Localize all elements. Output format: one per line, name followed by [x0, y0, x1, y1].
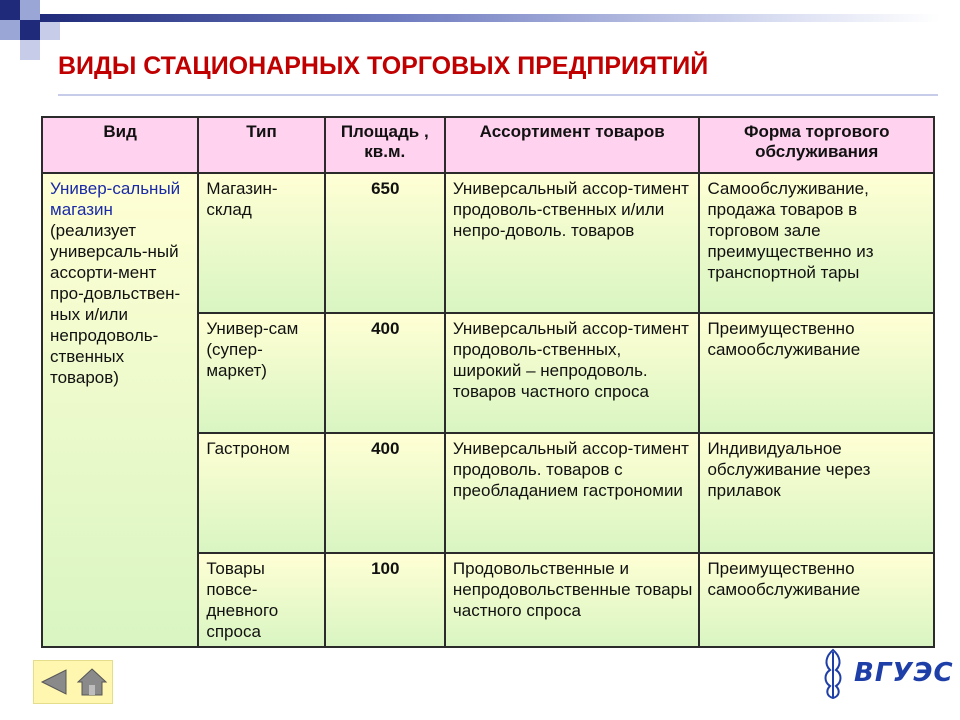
- header-assortment: Ассортимент товаров: [445, 117, 700, 173]
- area-cell: 650: [325, 173, 445, 313]
- service-cell: Преимущественно самообслуживание: [699, 553, 934, 647]
- decor-square: [20, 0, 40, 20]
- decor-square: [0, 0, 20, 20]
- header-service: Форма торгового обслуживания: [699, 117, 934, 173]
- university-logo: [818, 648, 954, 700]
- area-cell: 100: [325, 553, 445, 647]
- service-cell: Преимущественно самообслуживание: [699, 313, 934, 433]
- logo-emblem-icon: [818, 648, 848, 700]
- vid-name: Универ-сальный магазин: [50, 179, 181, 219]
- assortment-cell: Универсальный ассор-тимент продоволь-ственных и/или непро-доволь. товаров: [445, 173, 700, 313]
- service-cell: Индивидуальное обслуживание через прилавок: [699, 433, 934, 553]
- decor-square: [20, 40, 40, 60]
- decor-square: [40, 20, 60, 40]
- store-types-table: [41, 116, 935, 648]
- type-cell: Магазин-склад: [198, 173, 324, 313]
- table-header-row: [42, 117, 934, 173]
- slide-title: ВИДЫ СТАЦИОНАРНЫХ ТОРГОВЫХ ПРЕДПРИЯТИЙ: [58, 52, 709, 80]
- nav-panel: [33, 660, 113, 704]
- assortment-cell: Универсальный ассор-тимент продоволь-ственных, широкий – непродоволь. товаров частного спроса: [445, 313, 700, 433]
- area-cell: 400: [325, 433, 445, 553]
- header-type: Тип: [198, 117, 324, 173]
- table-row: [42, 173, 934, 313]
- top-gradient-bar: [40, 14, 940, 22]
- header-area: Площадь , кв.м.: [325, 117, 445, 173]
- vid-cell: [42, 173, 198, 647]
- service-cell: Самообслуживание, продажа товаров в торговом зале преимущественно из транспортной тары: [699, 173, 934, 313]
- back-button[interactable]: [38, 666, 70, 698]
- header-vid: Вид: [42, 117, 198, 173]
- vid-description: (реализует универсаль-ный ассорти-мент про-довльствен-ных и/или непродоволь-ственных товаров): [50, 221, 181, 387]
- assortment-cell: Универсальный ассор-тимент продоволь. товаров с преобладанием гастрономии: [445, 433, 700, 553]
- area-cell: 400: [325, 313, 445, 433]
- title-divider: [58, 94, 938, 96]
- type-cell: Универ-сам (супер-маркет): [198, 313, 324, 433]
- assortment-cell: Продовольственные и непродовольственные товары частного спроса: [445, 553, 700, 647]
- home-button[interactable]: [76, 666, 108, 698]
- decor-square: [0, 20, 20, 40]
- logo-text: ВГУЭС: [854, 658, 954, 688]
- decor-square: [20, 20, 40, 40]
- back-arrow-icon: [38, 666, 70, 698]
- type-cell: Товары повсе-дневного спроса: [198, 553, 324, 647]
- type-cell: Гастроном: [198, 433, 324, 553]
- home-icon: [76, 666, 108, 698]
